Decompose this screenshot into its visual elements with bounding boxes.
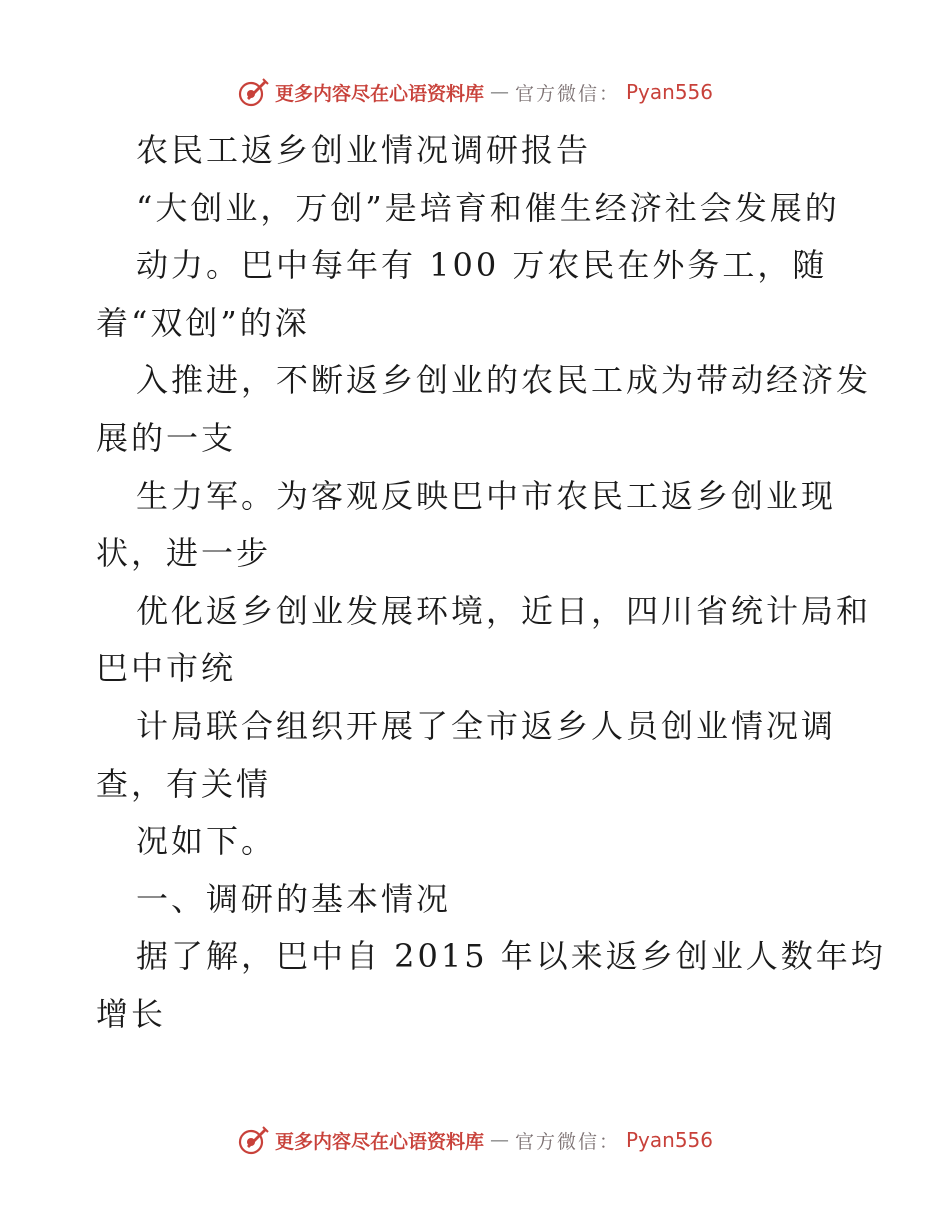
paragraph-line: 入推进，不断返乡创业的农民工成为带动经济发 — [136, 361, 872, 400]
paragraph-line: 增长 — [96, 994, 167, 1033]
footer-watermark — [0, 1120, 950, 1160]
paragraph-line: 况如下。 — [136, 822, 277, 861]
paragraph-line: 生力军。为客观反映巴中市农民工返乡创业现 — [136, 476, 837, 515]
paragraph-line: “大创业，万创”是培育和催生经济社会发展的 — [136, 188, 840, 227]
document-body — [96, 122, 886, 1044]
paragraph-line: 展的一支 — [96, 418, 237, 457]
header-watermark — [0, 72, 950, 112]
pen-logo-icon — [237, 1124, 269, 1156]
document-title: 农民工返乡创业情况调研报告 — [136, 131, 592, 169]
watermark-separator: — — [489, 1129, 509, 1151]
watermark-text: 更多内容尽在心语资料库 — [274, 82, 484, 105]
paragraph-line: 优化返乡创业发展环境，近日，四川省统计局和 — [136, 591, 872, 630]
paragraph-line: 据了解，巴中自 2015 年以来返乡创业人数年均 — [136, 937, 886, 976]
pen-logo-icon — [237, 76, 269, 108]
watermark-official-label: 官方微信： — [514, 82, 620, 105]
paragraph-line: 状，进一步 — [96, 534, 272, 573]
section-heading: 一、调研的基本情况 — [136, 879, 452, 918]
watermark-separator: — — [489, 81, 509, 103]
paragraph-line: 查，有关情 — [96, 764, 272, 803]
watermark-official-label: 官方微信： — [514, 1130, 620, 1153]
watermark-text: 更多内容尽在心语资料库 — [274, 1130, 484, 1153]
watermark-wechat-id: Pyan556 — [626, 1128, 714, 1152]
paragraph-line: 计局联合组织开展了全市返乡人员创业情况调 — [136, 706, 837, 745]
watermark-wechat-id: Pyan556 — [626, 80, 714, 104]
paragraph-line: 巴中市统 — [96, 649, 237, 688]
paragraph-line: 动力。巴中每年有 100 万农民在外务工，随 — [136, 246, 828, 285]
paragraph-line: 着“双创”的深 — [96, 303, 310, 342]
